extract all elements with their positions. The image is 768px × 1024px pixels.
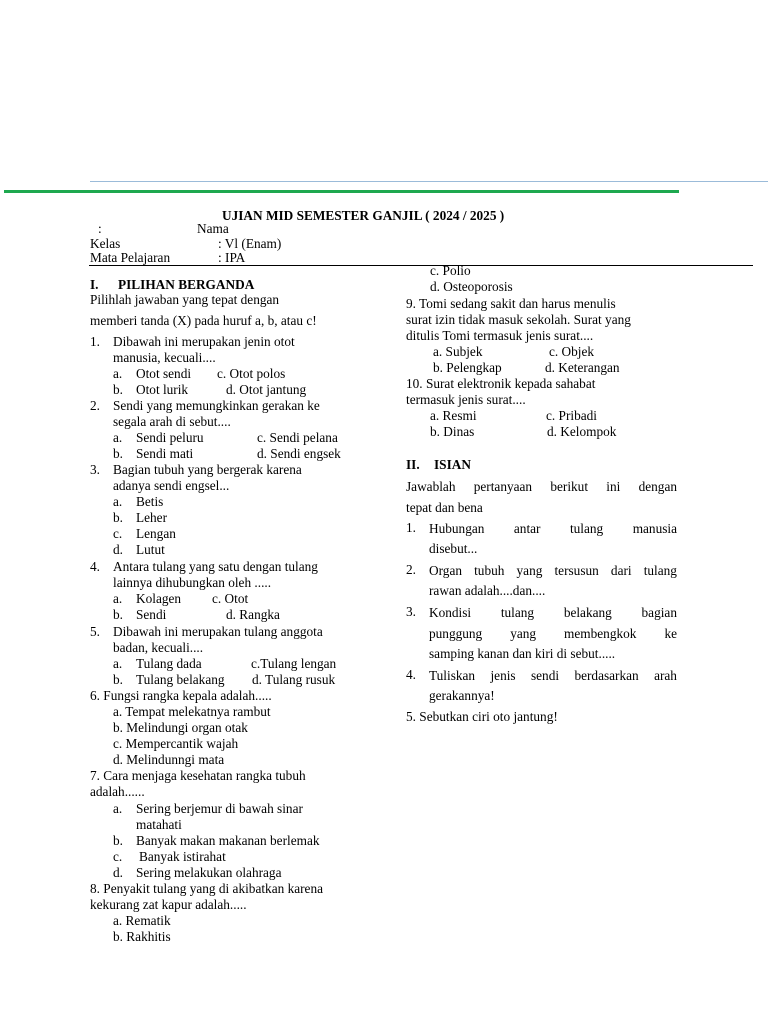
question-text: 7. Cara menjaga kesehatan rangka tubuh [90, 768, 306, 783]
question-text: segala arah di sebut.... [113, 414, 231, 429]
question-text: Tuliskan jenis sendi berdasarkan arah [429, 668, 677, 683]
option-b: b. Rakhitis [113, 929, 171, 944]
option-c: c. Mempercantik wajah [113, 736, 239, 751]
exam-title: UJIAN MID SEMESTER GANJIL ( 2024 / 2025 ) [222, 208, 505, 223]
question-text: 8. Penyakit tulang yang di akibatkan karena [90, 881, 323, 896]
question-text: adanya sendi engsel... [113, 478, 230, 493]
name-label: Nama [197, 221, 229, 236]
question-text: 5. Sebutkan ciri oto jantung! [406, 709, 558, 724]
option-b: b. Pelengkap [433, 360, 502, 375]
option-a: Otot sendi [136, 366, 192, 381]
option-letter: b. [113, 510, 123, 525]
question-text: Dibawah ini merupakan tulang anggota [113, 624, 323, 639]
option-c: c. Sendi pelana [257, 430, 338, 445]
question-text: Antara tulang yang satu dengan tulang [113, 559, 318, 574]
question-number: 4. [90, 559, 100, 574]
question-number: 4. [406, 667, 416, 682]
option-letter: b. [113, 446, 123, 461]
option-b: b. Dinas [430, 424, 475, 439]
option-d: d. Osteoporosis [430, 279, 513, 294]
question-number: 1. [406, 520, 416, 535]
option-a: Sering berjemur di bawah sinar [136, 801, 303, 816]
option-c: c. Otot [212, 591, 249, 606]
question-text: Bagian tubuh yang bergerak karena [113, 462, 302, 477]
question-number: 2. [90, 398, 100, 413]
option-d: d. Otot jantung [226, 382, 307, 397]
option-c: c.Tulang lengan [251, 656, 337, 671]
option-letter: b. [113, 607, 123, 622]
option-c: Lengan [136, 526, 176, 541]
question-text: gerakannya! [429, 688, 495, 703]
section1-instruction: Pilihlah jawaban yang tepat dengan [90, 292, 280, 307]
question-text: Dibawah ini merupakan jenin otot [113, 334, 295, 349]
option-d: d. Keterangan [545, 360, 620, 375]
question-text: disebut... [429, 541, 478, 556]
question-text: Hubungan antar tulang manusia [429, 521, 677, 536]
option-letter: a. [113, 656, 123, 671]
question-text: 10. Surat elektronik kepada sahabat [406, 376, 596, 391]
option-d: d. Kelompok [547, 424, 617, 439]
question-text: Kondisi tulang belakang bagian [429, 605, 677, 620]
question-text: Sendi yang memungkinkan gerakan ke [113, 398, 320, 413]
option-a: a. Rematik [113, 913, 171, 928]
question-number: 3. [90, 462, 100, 477]
option-b: Sendi [136, 607, 167, 622]
option-b: Tulang belakang [136, 672, 225, 687]
section2-number: II. [406, 457, 420, 472]
name-colon: : [98, 221, 102, 236]
option-d: d. Sendi engsek [257, 446, 341, 461]
option-b: Leher [136, 510, 168, 525]
option-a: matahati [136, 817, 182, 832]
option-b: Sendi mati [136, 446, 194, 461]
section2-instruction: Jawablah pertanyaan berikut ini dengan [406, 479, 677, 494]
question-text: Organ tubuh yang tersusun dari tulang [429, 563, 677, 578]
header-rule-green [4, 190, 679, 193]
header-divider [89, 265, 753, 266]
section1-number: I. [90, 277, 99, 292]
question-text: 6. Fungsi rangka kepala adalah..... [90, 688, 272, 703]
section2-heading: ISIAN [434, 457, 471, 472]
question-number: 3. [406, 604, 416, 619]
option-letter: a. [113, 801, 123, 816]
option-a: Tulang dada [136, 656, 202, 671]
question-text: manusia, kecuali.... [113, 350, 216, 365]
option-a: Sendi peluru [136, 430, 204, 445]
option-b: b. Melindungi organ otak [113, 720, 248, 735]
question-number: 5. [90, 624, 100, 639]
option-letter: c. [113, 849, 123, 864]
question-text: punggung yang membengkok ke [429, 626, 677, 641]
question-text: surat izin tidak masuk sekolah. Surat yang [406, 312, 631, 327]
subject-label: Mata Pelajaran [90, 250, 171, 265]
option-letter: d. [113, 865, 123, 880]
option-a: Betis [136, 494, 164, 509]
class-value: : Vl (Enam) [218, 236, 282, 251]
option-letter: a. [113, 366, 123, 381]
question-text: lainnya dihubungkan oleh ..... [113, 575, 272, 590]
option-letter: b. [113, 672, 123, 687]
question-text: 9. Tomi sedang sakit dan harus menulis [406, 296, 616, 311]
option-b: Banyak makan makanan berlemak [136, 833, 320, 848]
option-a: Kolagen [136, 591, 182, 606]
question-number: 1. [90, 334, 100, 349]
class-label: Kelas [90, 236, 121, 251]
section1-instruction: memberi tanda (X) pada huruf a, b, atau c! [90, 313, 317, 328]
option-a: a. Tempat melekatnya rambut [113, 704, 271, 719]
option-d: d. Rangka [226, 607, 280, 622]
question-text: termasuk jenis surat.... [406, 392, 526, 407]
question-number: 2. [406, 562, 416, 577]
option-a: a. Resmi [430, 408, 477, 423]
option-letter: a. [113, 494, 123, 509]
option-c: c. Polio [430, 263, 471, 278]
question-text: samping kanan dan kiri di sebut..... [429, 646, 616, 661]
option-letter: a. [113, 430, 123, 445]
section2-instruction: tepat dan bena [406, 500, 483, 515]
question-text: ditulis Tomi termasuk jenis surat.... [406, 328, 594, 343]
header-rule-blue [90, 181, 768, 182]
option-c: c. Otot polos [217, 366, 286, 381]
option-letter: c. [113, 526, 123, 541]
option-letter: b. [113, 382, 123, 397]
option-letter: b. [113, 833, 123, 848]
option-a: a. Subjek [433, 344, 483, 359]
question-text: rawan adalah....dan.... [429, 583, 546, 598]
option-d: d. Melindunngi mata [113, 752, 225, 767]
option-b: Otot lurik [136, 382, 189, 397]
subject-value: : IPA [218, 250, 246, 265]
option-letter: a. [113, 591, 123, 606]
option-c: c. Objek [549, 344, 595, 359]
option-letter: d. [113, 542, 123, 557]
question-text: adalah...... [90, 784, 145, 799]
question-text: badan, kecuali.... [113, 640, 204, 655]
option-d: Sering melakukan olahraga [136, 865, 282, 880]
option-c: Banyak istirahat [139, 849, 226, 864]
question-text: kekurang zat kapur adalah..... [90, 897, 247, 912]
option-d: Lutut [136, 542, 165, 557]
section1-heading: PILIHAN BERGANDA [118, 277, 255, 292]
option-c: c. Pribadi [546, 408, 597, 423]
option-d: d. Tulang rusuk [252, 672, 336, 687]
